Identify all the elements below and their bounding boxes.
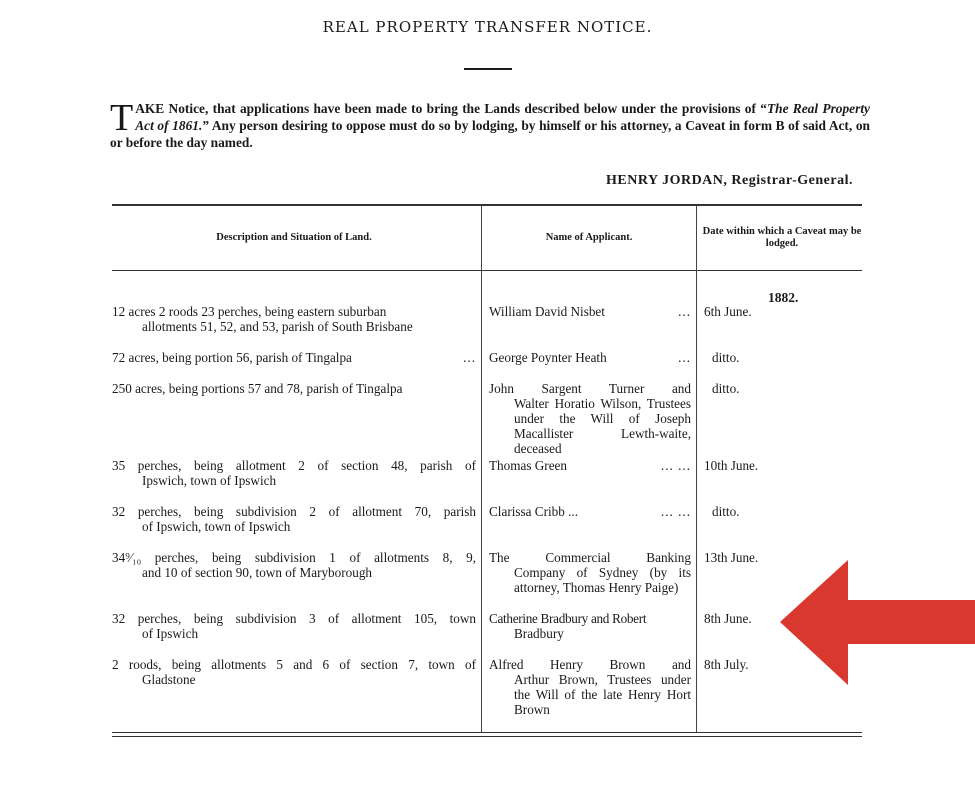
desc-continuation: of Ipswich, town of Ipswich (142, 519, 291, 534)
applicant-continuation: Arthur Brown, Trustees under the Will of the late Henry Hort Brown (514, 672, 691, 717)
drop-cap: T (110, 97, 134, 139)
notice-paragraph (110, 97, 870, 151)
notice-text-before: AKE Notice, that applications have been made to bring the Lands described below under the provisions of “ (135, 101, 767, 116)
desc-first-line: 32 perches, being subdivision 2 of allotment 70, parish (112, 504, 476, 519)
row-applicant (489, 381, 691, 456)
arrow-left-icon (780, 560, 975, 685)
applicant-continuation: Walter Horatio Wilson, Trustees under the Will of Joseph Macallister Lewth-waite, deceased (514, 396, 691, 456)
page-title: REAL PROPERTY TRANSFER NOTICE. (322, 18, 653, 36)
desc-first-line: 35 perches, being allotment 2 of section 48, parish of (112, 458, 476, 473)
signature: HENRY JORDAN, Registrar-General. (606, 173, 853, 188)
applicant-first-line: Clarissa Cribb ... (489, 504, 579, 519)
notice-text-after: ” Any person desiring to oppose must do so by lodging, by himself or his attorney, a Caveat in form B of said Act, on or before the day named. (110, 118, 870, 150)
row-applicant (489, 504, 691, 519)
desc-continuation: Ipswich, town of Ipswich (142, 473, 277, 488)
applicant-first-line: Thomas Green (489, 458, 567, 473)
row-date: ditto. (712, 381, 740, 396)
row-date: ditto. (712, 350, 740, 365)
row-applicant (489, 304, 691, 319)
desc-first-line: 2 roods, being allotments 5 and 6 of section 7, town of (112, 657, 476, 672)
desc-first-line: 32 perches, being subdivision 3 of allotment 105, town (112, 611, 476, 626)
applicant-first-line: Catherine Bradbury and Robert (489, 611, 647, 626)
column-divider-2 (696, 206, 697, 732)
applicant-first-line: William David Nisbet (489, 304, 605, 319)
row-applicant (489, 611, 691, 641)
act-name: The Real Property Act of 1861. (135, 101, 870, 133)
row-description (112, 458, 476, 488)
row-applicant (489, 350, 691, 365)
header-applicant: Name of Applicant. (545, 232, 633, 243)
row-date: 6th June. (704, 304, 752, 319)
row-description (112, 504, 476, 534)
applicant-continuation: Bradbury (514, 626, 564, 641)
desc-continuation: and 10 of section 90, town of Maryborough (142, 565, 373, 580)
header-date: Date within which a Caveat may be lodged. (702, 226, 862, 249)
applicant-dots: ... (678, 350, 691, 365)
desc-first-line: 250 acres, being portions 57 and 78, parish of Tingalpa (112, 381, 403, 396)
applicant-first-line: The Commercial Banking (489, 550, 691, 565)
applicant-first-line: Alfred Henry Brown and (489, 657, 691, 672)
table-bottom-rule (112, 732, 862, 733)
row-date: 8th July. (704, 657, 749, 672)
row-date: 13th June. (704, 550, 759, 565)
row-description (112, 350, 476, 365)
arrow-shape (780, 560, 975, 685)
row-description (112, 611, 476, 641)
table-bottom-rule-2 (112, 736, 862, 737)
applicant-continuation: Company of Sydney (by its attorney, Thomas Henry Paige) (514, 565, 691, 595)
row-description (112, 657, 476, 687)
applicant-dots: ... ... (660, 504, 691, 519)
row-date: 8th June. (704, 611, 752, 626)
row-applicant (489, 550, 691, 595)
row-description (112, 304, 476, 334)
header-description: Description and Situation of Land. (216, 232, 372, 243)
desc-first-line: 34⁹⁄₁₀ perches, being subdivision 1 of allotments 8, 9, (112, 550, 476, 565)
title-rule (464, 68, 512, 70)
desc-continuation: allotments 51, 52, and 53, parish of South Brisbane (142, 319, 413, 334)
applicant-first-line: George Poynter Heath (489, 350, 607, 365)
desc-first-line: 12 acres 2 roods 23 perches, being eastern suburban (112, 304, 387, 319)
desc-continuation: of Ipswich (142, 626, 199, 641)
row-applicant (489, 657, 691, 717)
desc-continuation: Gladstone (142, 672, 196, 687)
table-top-rule (112, 204, 862, 206)
applicant-first-line: John Sargent Turner and (489, 381, 691, 396)
row-description (112, 550, 476, 580)
row-applicant (489, 458, 691, 473)
column-divider-1 (481, 206, 482, 732)
applicant-dots: ... (678, 304, 691, 319)
applicant-dots: ... ... (660, 458, 691, 473)
year-label: 1882. (768, 290, 799, 305)
desc-first-line: 72 acres, being portion 56, parish of Tingalpa (112, 350, 352, 365)
row-date: 10th June. (704, 458, 759, 473)
desc-dots: ... (463, 350, 476, 365)
row-date: ditto. (712, 504, 740, 519)
header-bottom-rule (112, 270, 862, 271)
row-description (112, 381, 482, 396)
